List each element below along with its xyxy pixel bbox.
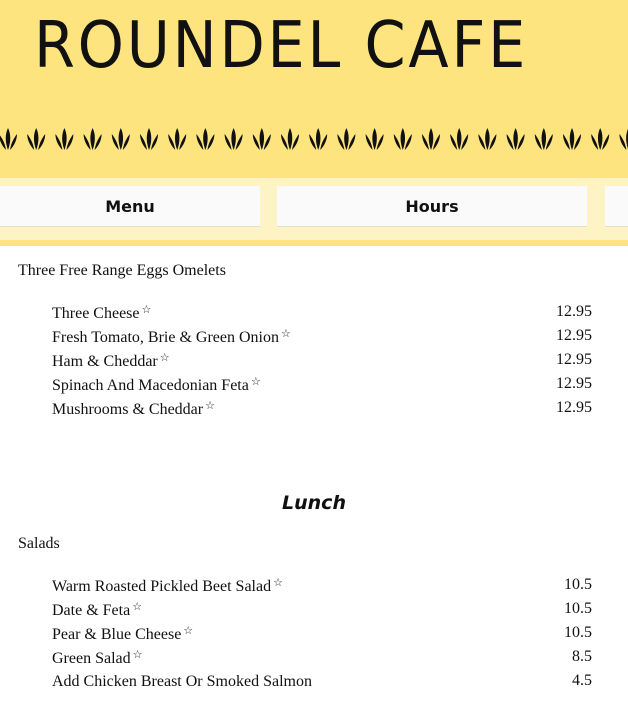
item-price: 10.5 xyxy=(564,600,592,617)
leaf-ornament-icon xyxy=(140,128,158,150)
star-icon: ☆ xyxy=(159,352,170,364)
section-title-salads: Salads xyxy=(18,535,60,552)
menu-item xyxy=(52,375,592,397)
menu-item xyxy=(52,648,592,670)
star-icon: ☆ xyxy=(281,328,291,340)
item-name: Date & Feta xyxy=(52,602,131,619)
star-icon: ☆ xyxy=(205,400,215,412)
nav-bar xyxy=(0,178,628,244)
leaf-ornament-icon xyxy=(168,128,186,150)
nav-hours-button[interactable]: Hours xyxy=(277,186,587,227)
leaf-ornament-icon xyxy=(337,128,355,150)
item-price: 12.95 xyxy=(556,375,592,392)
item-name: Spinach And Macedonian Feta xyxy=(52,377,249,394)
leaf-ornament-icon xyxy=(535,128,553,150)
leaf-ornament-icon xyxy=(450,128,468,150)
lunch-heading: Lunch xyxy=(282,492,346,514)
leaf-ornament-icon xyxy=(478,128,496,150)
item-name: Pear & Blue Cheese xyxy=(52,626,182,643)
star-icon: ☆ xyxy=(273,577,283,589)
leaf-ornament-icon xyxy=(84,128,102,150)
item-price: 12.95 xyxy=(556,351,592,368)
leaf-ornament-icon xyxy=(366,128,384,150)
site-title[interactable]: ROUNDEL CAFE xyxy=(34,9,529,83)
leaf-ornament-icon xyxy=(563,128,581,150)
star-icon: ☆ xyxy=(141,304,152,316)
item-name: Fresh Tomato, Brie & Green Onion xyxy=(52,329,279,346)
nav-next-button[interactable] xyxy=(605,186,628,227)
leaf-ornament-icon xyxy=(253,128,271,150)
item-price: 12.95 xyxy=(556,303,592,320)
menu-item xyxy=(52,624,592,646)
leaf-ornament-icon xyxy=(55,128,73,150)
decorative-border xyxy=(0,126,628,156)
section-title-omelets: Three Free Range Eggs Omelets xyxy=(18,262,226,279)
leaf-ornament-icon xyxy=(591,128,609,150)
star-icon: ☆ xyxy=(183,625,194,637)
star-icon: ☆ xyxy=(132,649,143,661)
leaf-ornament-icon xyxy=(27,128,45,150)
item-price: 8.5 xyxy=(572,648,592,665)
menu-item xyxy=(52,351,592,373)
star-icon: ☆ xyxy=(132,601,143,613)
menu-item xyxy=(52,327,592,349)
item-name: Mushrooms & Cheddar xyxy=(52,401,204,418)
menu-item xyxy=(52,576,592,598)
item-name: Warm Roasted Pickled Beet Salad xyxy=(52,578,272,595)
menu-item xyxy=(52,303,592,325)
site-header xyxy=(0,0,628,178)
menu-item xyxy=(52,399,592,421)
menu-item xyxy=(52,672,592,694)
leaf-ornament-icon xyxy=(0,128,17,150)
leaf-ornament-icon xyxy=(619,128,628,150)
item-price: 10.5 xyxy=(564,576,592,593)
leaf-ornament-icon xyxy=(422,128,440,150)
leaf-ornament-icon xyxy=(394,128,412,150)
item-name: Add Chicken Breast Or Smoked Salmon xyxy=(52,673,312,690)
star-icon: ☆ xyxy=(250,376,261,388)
item-name: Ham & Cheddar xyxy=(52,353,158,370)
nav-divider xyxy=(0,240,628,246)
nav-menu-button[interactable]: Menu xyxy=(0,186,260,227)
leaf-ornament-icon xyxy=(281,128,299,150)
leaf-ornament-icon xyxy=(196,128,214,150)
item-price: 12.95 xyxy=(556,327,592,344)
item-name: Three Cheese xyxy=(52,305,140,322)
item-name: Green Salad xyxy=(52,650,131,667)
item-price: 4.5 xyxy=(572,672,592,689)
leaf-ornament-icon xyxy=(225,128,243,150)
item-price: 10.5 xyxy=(564,624,592,641)
item-price: 12.95 xyxy=(556,399,592,416)
leaf-ornament-icon xyxy=(112,128,130,150)
leaf-ornament-icon xyxy=(309,128,327,150)
menu-item xyxy=(52,600,592,622)
leaf-ornament-icon xyxy=(507,128,525,150)
